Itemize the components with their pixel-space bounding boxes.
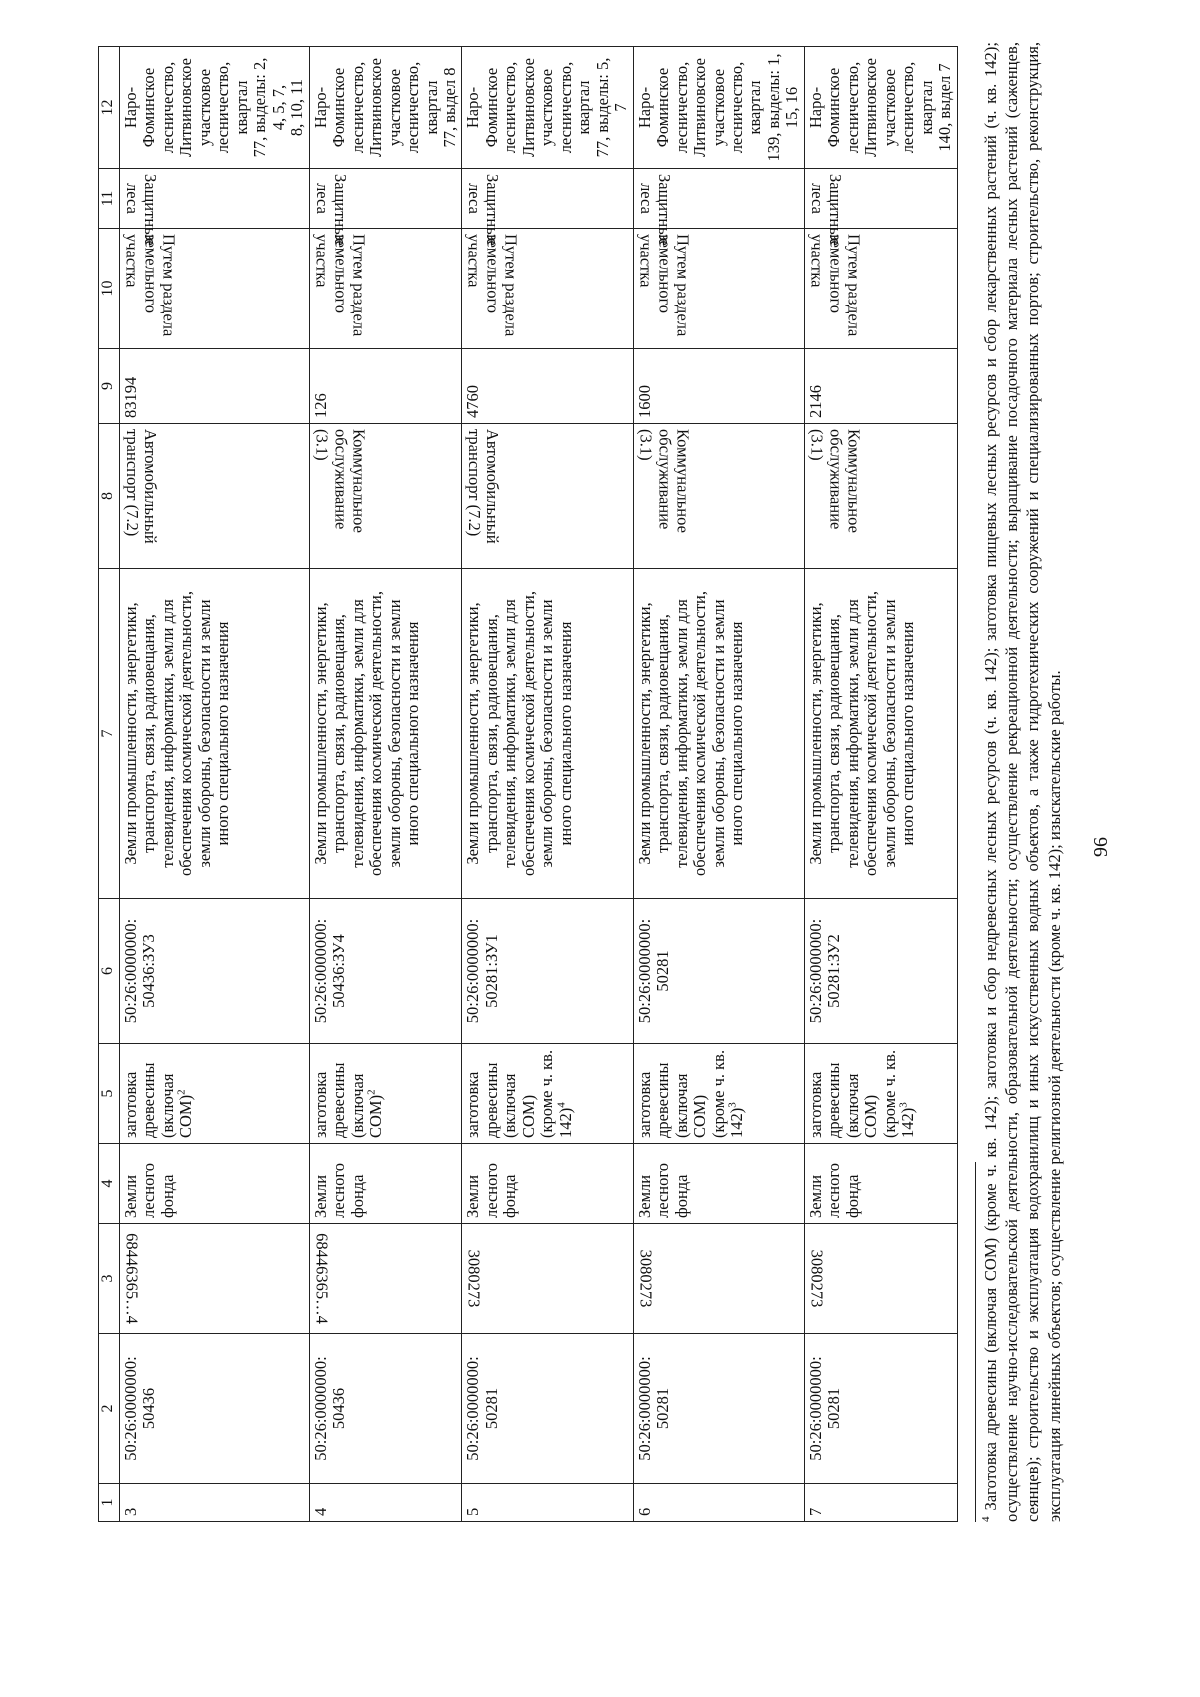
cell-text: Наро-Фоминское лесничество, Литвиновское участковое лесничество, квартал 140, выдел 7 — [805, 58, 955, 157]
cell-text: 50:26:0000000: 50281 — [463, 1356, 501, 1461]
table-cell-c5 — [309, 1044, 462, 1144]
table-row — [462, 47, 633, 1522]
table-cell-c12 — [462, 47, 633, 169]
footnote-ref: 3 — [726, 1102, 739, 1108]
cell-text: 50:26:0000000: 50281 — [634, 918, 673, 1024]
footnote-ref: 3 — [897, 1102, 910, 1108]
table-cell-c5 — [804, 1044, 957, 1144]
table-cell-c4 — [462, 1144, 633, 1224]
header-cell: 2 — [99, 1334, 120, 1484]
header-cell: 7 — [99, 569, 120, 899]
table-row — [120, 47, 310, 1522]
table-cell-c10 — [633, 229, 804, 349]
cell-text: заготовка древесины (включая СОМ) (кроме ч. кв. 142) — [463, 1049, 575, 1138]
table-cell-c9 — [804, 349, 957, 424]
table-cell-c9 — [633, 349, 804, 424]
table-cell-c5 — [633, 1044, 804, 1144]
table-cell-c6 — [462, 899, 633, 1044]
cell-text: заготовка древесины (включая СОМ) — [310, 1062, 386, 1138]
cell-text: 50:26:0000000: 50436:ЗУ4 — [310, 918, 349, 1024]
cell-text: Наро-Фоминское лесничество, Литвиновское участковое лесничество, квартал 77, выделы: 5, 7 — [463, 57, 631, 158]
table-cell-c12 — [633, 47, 804, 169]
cell-text: 4 — [310, 1507, 330, 1516]
cell-text: Земли лесного фонда — [634, 1163, 691, 1218]
forest-plots-table — [98, 46, 958, 1522]
table-cell-c10 — [462, 229, 633, 349]
table-cell-c3 — [462, 1224, 633, 1334]
table-cell-c8 — [309, 424, 462, 569]
header-cell: 8 — [99, 424, 120, 569]
footnote-ref: 2 — [365, 1089, 378, 1095]
table-cell-c5 — [462, 1044, 633, 1144]
cell-text: заготовка древесины (включая СОМ) — [121, 1062, 196, 1138]
table-cell-c8 — [804, 424, 957, 569]
cell-text: Земли лесного фонда — [463, 1163, 520, 1218]
table-cell-c7 — [804, 569, 957, 899]
table-row — [309, 47, 462, 1522]
table-cell-c3 — [309, 1224, 462, 1334]
header-cell: 4 — [99, 1144, 120, 1224]
cell-text: Земли лесного фонда — [310, 1163, 367, 1218]
table-cell-c3 — [633, 1224, 804, 1334]
cell-text: Путем раздела земельного участка — [122, 234, 179, 337]
cell-text: 6 — [634, 1507, 654, 1516]
footnote-ref: 2 — [175, 1089, 188, 1095]
table-cell-c1 — [462, 1484, 633, 1522]
cell-text: 50:26:0000000: 50436 — [121, 1356, 159, 1461]
table-row — [804, 47, 957, 1522]
table-row — [633, 47, 804, 1522]
footnote-text: Заготовка древесины (включая СОМ) (кроме ч. кв. 142); заготовка и сбор недревесных лесных ресурсов (ч. кв. 142); заготовка пищевых лесных ресурсов и сбор лекарственных растений (ч. кв. 142); осуществление научно-исследовательской деятельности, образовательной деятельности; осуществление рекреационной деятельности; выращивание посадочного материала лесных растений (саженцев, сеянцев); строительство и эксплуатация водохранилищ и иных искусственных водных объектов, а также гидротехнических сооружений и специализированных портов; строительство, реконструкция, эксплуатация линейных объектов; осуществление религиозной деятельности (кроме ч. кв. 142); изыскательские работы. — [981, 42, 1064, 1522]
cell-text: Земли промышленности, энергетики, транспорта, связи, радиовещания, телевидения, информатики, земли для обеспечения космической деятельности, земли обороны, безопасности и земли иного специального назначения — [121, 591, 233, 876]
cell-text: Автомобильный транспорт (7.2) — [122, 429, 160, 544]
table-cell-c2 — [633, 1334, 804, 1484]
cell-text: Наро-Фоминское лесничество, Литвиновское участковое лесничество, квартал 77, выдел 8 — [310, 58, 459, 157]
cell-text: 3080273 — [807, 1249, 827, 1308]
cell-text: Путем раздела земельного участка — [807, 234, 864, 337]
table-cell-c3 — [804, 1224, 957, 1334]
cell-text: Защитные леса — [807, 174, 845, 246]
cell-text: 50:26:0000000: 50281:ЗУ2 — [805, 918, 844, 1024]
header-cell: 1 — [99, 1484, 120, 1522]
cell-text: заготовка древесины (включая СОМ) (кроме ч. кв. 142) — [634, 1049, 746, 1138]
table-cell-c7 — [633, 569, 804, 899]
cell-text: Земли промышленности, энергетики, транспорта, связи, радиовещания, телевидения, информатики, земли для обеспечения космической деятельности, земли обороны, безопасности и земли иного специального назначения — [805, 591, 918, 876]
cell-text: Коммунальное обслуживание (3.1) — [807, 429, 864, 533]
table-cell-c6 — [120, 899, 310, 1044]
page-number: 96 — [1090, 837, 1112, 857]
footnote-divider — [975, 1162, 976, 1522]
table-cell-c8 — [633, 424, 804, 569]
table-cell-c4 — [309, 1144, 462, 1224]
table-cell-c1 — [309, 1484, 462, 1522]
table-cell-c1 — [804, 1484, 957, 1522]
table-cell-c12 — [804, 47, 957, 169]
header-cell: 9 — [99, 349, 120, 424]
table-cell-c9 — [462, 349, 633, 424]
table-cell-c10 — [804, 229, 957, 349]
table-body — [120, 47, 958, 1522]
table-cell-c10 — [309, 229, 462, 349]
cell-text: Защитные леса — [636, 174, 674, 246]
table-cell-c11 — [309, 169, 462, 246]
cell-text: Земли лесного фонда — [121, 1163, 177, 1218]
table-cell-c7 — [462, 569, 633, 899]
cell-text: Путем раздела земельного участка — [636, 234, 693, 337]
table-cell-c11 — [633, 169, 804, 246]
table-cell-c2 — [462, 1334, 633, 1484]
cell-text: 4760 — [463, 385, 483, 418]
table-cell-c11 — [462, 169, 633, 246]
cell-text: Защитные леса — [312, 174, 350, 246]
table-cell-c7 — [120, 569, 310, 899]
cell-text: 7 — [805, 1507, 825, 1516]
table-cell-c4 — [120, 1144, 310, 1224]
cell-text: 50:26:0000000: 50281:ЗУ1 — [463, 918, 501, 1024]
cell-text: Земли промышленности, энергетики, транспорта, связи, радиовещания, телевидения, информатики, земли для обеспечения космической деятельности, земли обороны, безопасности и земли иного специального назначения — [463, 591, 575, 876]
cell-text: заготовка древесины (включая СОМ) (кроме ч. кв. 142) — [805, 1049, 918, 1138]
table-cell-c8 — [462, 424, 633, 569]
cell-text: Коммунальное обслуживание (3.1) — [636, 429, 693, 533]
cell-text: 50:26:0000000: 50436 — [310, 1356, 349, 1461]
table-cell-c12 — [309, 47, 462, 169]
footnote — [980, 42, 1065, 1522]
table-cell-c6 — [633, 899, 804, 1044]
table-cell-c7 — [309, 569, 462, 899]
table-cell-c3 — [120, 1224, 310, 1334]
table-cell-c12 — [120, 47, 310, 169]
cell-text: 68446365…4 — [312, 1233, 332, 1324]
table-cell-c4 — [804, 1144, 957, 1224]
cell-text: 5 — [463, 1507, 483, 1516]
footnote-ref: 4 — [555, 1102, 568, 1108]
table-cell-c11 — [120, 169, 310, 246]
table-cell-c10 — [120, 229, 310, 349]
table-cell-c11 — [804, 169, 957, 246]
cell-text: 126 — [310, 393, 330, 418]
table-cell-c5 — [120, 1044, 310, 1144]
cell-text: Наро-Фоминское лесничество, Литвиновское участковое лесничество, квартал 139, выделы: 1, 15, 16 — [634, 53, 802, 162]
cell-text: 3080273 — [636, 1249, 656, 1308]
cell-text: Земли промышленности, энергетики, транспорта, связи, радиовещания, телевидения, информатики, земли для обеспечения космической деятельности, земли обороны, безопасности и земли иного специального назначения — [310, 591, 423, 876]
header-cell: 10 — [99, 229, 120, 349]
footnote-number: 4 — [980, 1516, 993, 1522]
table-cell-c2 — [804, 1334, 957, 1484]
cell-text: Путем раздела земельного участка — [464, 234, 521, 337]
header-row — [99, 47, 120, 1522]
cell-text: Коммунальное обслуживание (3.1) — [312, 429, 369, 533]
cell-text: 3080273 — [464, 1249, 484, 1308]
header-cell: 11 — [99, 169, 120, 229]
table-cell-c1 — [633, 1484, 804, 1522]
table-cell-c8 — [120, 424, 310, 569]
header-cell: 3 — [99, 1224, 120, 1334]
table-cell-c9 — [120, 349, 310, 424]
table-cell-c9 — [309, 349, 462, 424]
table-cell-c1 — [120, 1484, 310, 1522]
cell-text: Автомобильный транспорт (7.2) — [464, 429, 503, 544]
header-cell: 12 — [99, 47, 120, 169]
cell-text: Наро-Фоминское лесничество, Литвиновское участковое лесничество, квартал 77, выделы: 2, 4, 5, 7, 8, 10, 11 — [121, 57, 307, 158]
cell-text: Земли лесного фонда — [805, 1163, 862, 1218]
table-cell-c6 — [309, 899, 462, 1044]
cell-text: Защитные леса — [464, 174, 503, 246]
cell-text: 2146 — [805, 385, 825, 418]
cell-text: 3 — [121, 1507, 140, 1516]
table-cell-c6 — [804, 899, 957, 1044]
cell-text: 83194 — [121, 376, 140, 418]
header-cell: 6 — [99, 899, 120, 1044]
cell-text: 1600 — [634, 385, 654, 418]
cell-text: Защитные леса — [122, 174, 160, 246]
table-cell-c2 — [120, 1334, 310, 1484]
cell-text: Земли промышленности, энергетики, транспорта, связи, радиовещания, телевидения, информатики, земли для обеспечения космической деятельности, земли обороны, безопасности и земли иного специального назначения — [634, 591, 746, 876]
cell-text: Путем раздела земельного участка — [312, 234, 369, 337]
table-cell-c4 — [633, 1144, 804, 1224]
cell-text: 50:26:0000000: 50281 — [805, 1356, 844, 1461]
cell-text: 68446365…4 — [122, 1233, 142, 1324]
header-cell: 5 — [99, 1044, 120, 1144]
cell-text: 50:26:0000000: 50436:ЗУ3 — [121, 918, 159, 1024]
table-cell-c2 — [309, 1334, 462, 1484]
cell-text: 50:26:0000000: 50281 — [634, 1356, 673, 1461]
